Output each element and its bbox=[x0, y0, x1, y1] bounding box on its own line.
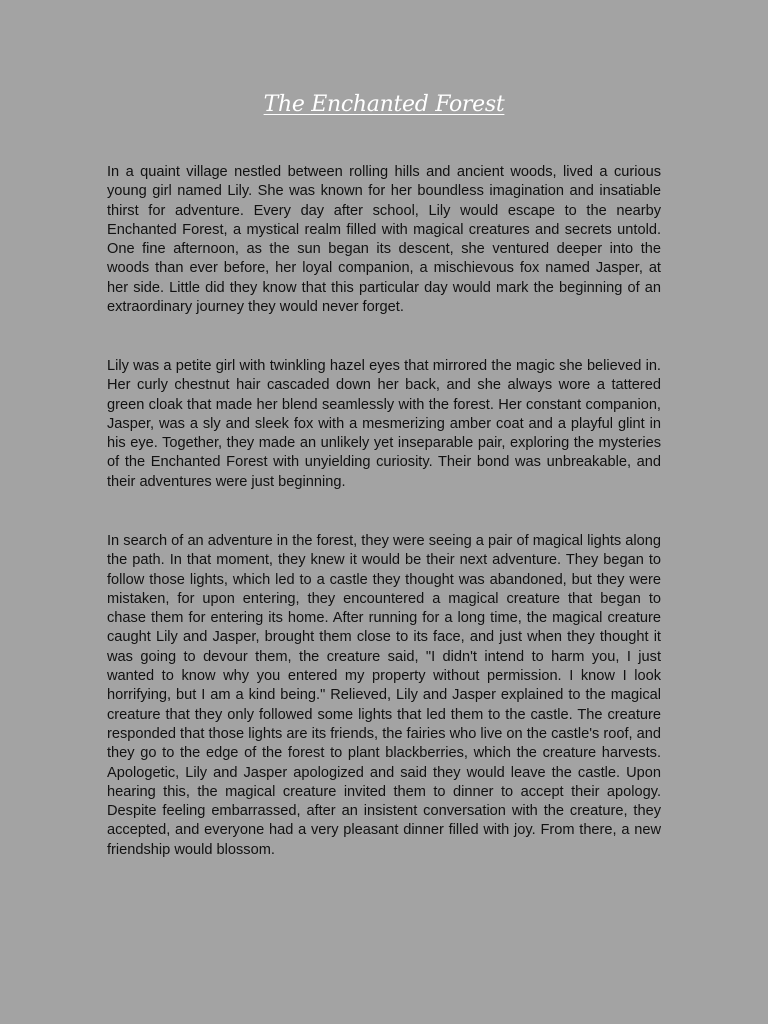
paragraph-intro: In a quaint village nestled between rolling hills and ancient woods, lived a curious young girl named Lily. She was known for her boundless imagination and insatiable thirst for adventure. Every day after school, Lily would escape to the nearby Enchanted Forest, a mystical realm filled with magical creatures and secrets untold. One fine afternoon, as the sun began its descent, she ventured deeper into the woods than ever before, her loyal companion, a mischievous fox named Jasper, at her side. Little did they know that this particular day would mark the beginning of an extraordinary journey they would never forget. bbox=[107, 164, 661, 316]
document-title: The Enchanted Forest bbox=[263, 92, 505, 117]
paragraph-adventure: In search of an adventure in the forest, they were seeing a pair of magical lights along the path. In that moment, they knew it would be their next adventure. They began to follow those lights, which led to a castle they thought was abandoned, but they were mistaken, for upon entering, they encountered a magical creature that began to chase them for entering its home. After running for a long time, the magical creature caught Lily and Jasper, brought them close to its face, and just when they thought it was going to devour them, the creature said, "I didn't intend to harm you, I just wanted to know why you entered my property without permission. I know I look horrifying, but I am a kind being." Relieved, Lily and Jasper explained to the magical creature that they only followed some lights that led them to the castle. The creature responded that those lights are its friends, the fairies who live on the castle's roof, and they go to the edge of the forest to plant blackberries, which the creature harvests. Apologetic, Lily and Jasper apologized and said they would leave the castle. Upon hearing this, the magical creature invited them to dinner to accept their apology. Despite feeling embarrassed, after an insistent conversation with the creature, they accepted, and everyone had a very pleasant dinner filled with joy. From there, a new friendship would blossom. bbox=[107, 533, 661, 858]
paragraph-characters: Lily was a petite girl with twinkling hazel eyes that mirrored the magic she believed in. Her curly chestnut hair cascaded down her back, and she always wore a tattered green cloak that made her blend seamlessly with the forest. Her constant companion, Jasper, was a sly and sleek fox with a mesmerizing amber coat and a playful glint in his eye. Together, they made an unlikely yet inseparable pair, exploring the mysteries of the Enchanted Forest with unyielding curiosity. Their bond was unbreakable, and their adventures were just beginning. bbox=[107, 358, 661, 490]
